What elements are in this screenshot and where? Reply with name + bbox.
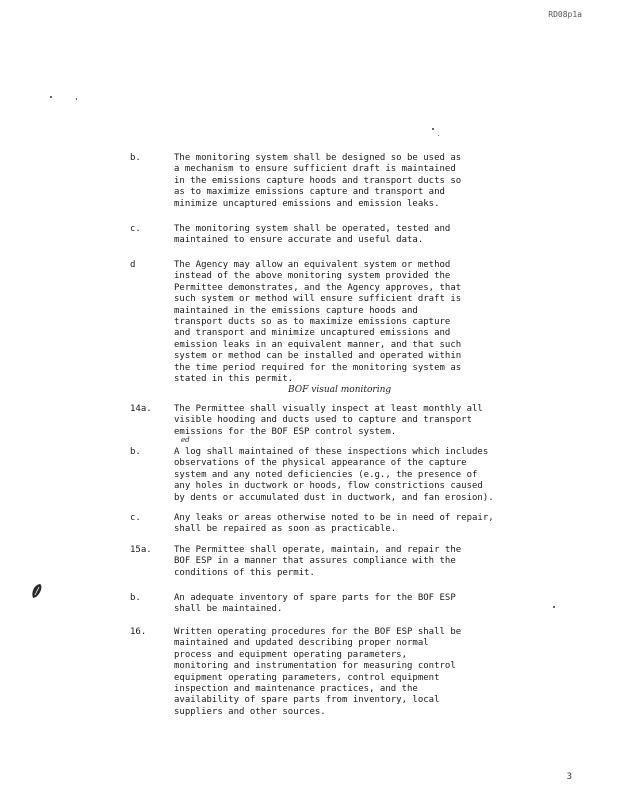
paragraph-text: The monitoring system shall be operated, tested and maintained to ensure accurate and useful data. [174, 224, 451, 246]
paragraph-label: c. [130, 513, 141, 523]
document-id: RD08p1a [548, 10, 582, 19]
scan-speck [50, 96, 52, 98]
margin-mark-icon [30, 582, 44, 600]
paragraph-text: The Permittee shall operate, maintain, and repair the BOF ESP in a manner that assures compliance with the conditions of this permit. [174, 545, 462, 578]
paragraph-label: d [130, 260, 136, 270]
paragraph-label: c. [130, 224, 141, 234]
scan-speck [553, 606, 555, 608]
paragraph-label: b. [130, 447, 141, 457]
page-number: 3 [566, 772, 572, 782]
scan-speck [432, 128, 434, 130]
paragraph-text: The Permittee shall visually inspect at least monthly all visible hooding and ducts used to capture and transport emissions for the BOF ESP control system. [174, 404, 483, 437]
scan-speck [76, 98, 77, 100]
scan-speck [438, 135, 439, 136]
paragraph-label: b. [130, 593, 141, 603]
handwritten-insert: ed [181, 436, 190, 444]
paragraph-label: 16. [130, 627, 147, 637]
handwritten-note: BOF visual monitoring [288, 385, 392, 395]
paragraph-text: A log shall maintained of these inspections which includes observations of the physical appearance of the capture system and any noted deficiencies (e.g., the presence of any holes in ductwork or hoods, flow constrictions caused by dents or accumulated dust in ductwork, and fan erosion). [174, 447, 494, 503]
paragraph-label: 14a. [130, 404, 152, 414]
paragraph-text: The monitoring system shall be designed so be used as a mechanism to ensure sufficient draft is maintained in the emissions capture hoods and transport ducts so as to maximize emissions capture and transport and minimize uncaptured emissions and emission leaks. [174, 153, 462, 209]
paragraph-text: An adequate inventory of spare parts for the BOF ESP shall be maintained. [174, 593, 456, 615]
paragraph-text: The Agency may allow an equivalent system or method instead of the above monitoring system provided the Permittee demonstrates, and the Agency approves, that such system or method will ensure sufficient draft is maintained in the emissions capture hoods and transport ducts so as to maximize emissions capture and transport and minimize uncaptured emissions and emission leaks in an equivalent manner, and that such system or method can be installed and operated within the time period required for the monitoring system as stated in this permit. [174, 260, 462, 385]
paragraph-text: Any leaks or areas otherwise noted to be in need of repair, shall be repaired as soon as practicable. [174, 513, 494, 535]
paragraph-text: Written operating procedures for the BOF ESP shall be maintained and updated describing proper normal process and equipment operating parameters, monitoring and instrumentation for measuring control equipment operating parameters, control equipment inspection and maintenance practices, and the availability of spare parts from inventory, local suppliers and other sources. [174, 627, 462, 717]
paragraph-label: 15a. [130, 545, 152, 555]
paragraph-label: b. [130, 153, 141, 163]
